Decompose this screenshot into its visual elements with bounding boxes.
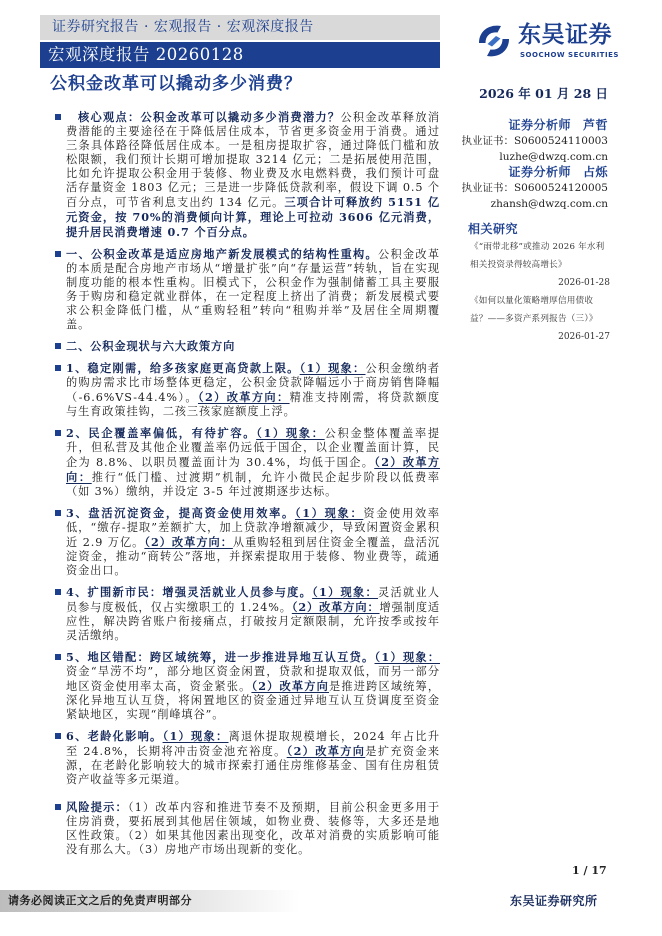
body-text: （1）改革内容和推进节奏不及预期，目前公积金更多用于住房消费，要拓展到其他居住领域，如物业费、装修等，大多还是地区性政策。（2）如果其他因素出现变化，改革对消费的实质影响可能没有那么大。（3）房地产市场出现新的变化。 [66, 801, 440, 856]
research-institute: 东吴证券研究所 [510, 894, 598, 908]
report-date: 2026 年 01 月 28 日 [479, 86, 608, 101]
related-research-heading: 相关研究 [468, 222, 519, 236]
square-bullet-icon [55, 510, 61, 516]
body-text: 公积金整体覆盖率提升，但私营及其他企业覆盖率仍远低于国企，以企业覆盖面计算，民企为 8.8%、以职员覆盖面计为 30.4%，均低于国企。 [66, 427, 440, 469]
related-research-list [470, 238, 610, 346]
policy-5-regional-mismatch-paragraph [52, 650, 440, 722]
disclaimer-text: 请务必阅读正文之后的免责声明部分 [8, 894, 192, 907]
bold-key-text: 5、地区错配：跨区域统筹，进一步推进异地互认互贷。 [66, 650, 375, 664]
subsection-label: （1）现象： [312, 585, 378, 599]
square-bullet-icon [55, 430, 61, 436]
body-text: 增强制度适应性，解决跨省账户衔接痛点，打破按月定额限制，允许按季或按年灵活缴纳。 [66, 601, 440, 642]
body-text: 资金“旱涝不均”，部分地区资金闲置，贷款和提取双低，而另一部分地区资金使用率太高，资金紧张。 [66, 665, 440, 693]
subsection-label: （2）改革方向 [251, 679, 329, 693]
analyst-name: 占烁 [582, 165, 608, 179]
square-bullet-icon [55, 804, 61, 810]
policy-4-new-citizens-paragraph [52, 585, 440, 643]
logo-english-name: SOOCHOW SECURITIES [520, 51, 619, 59]
analyst-role: 证券分析师 [508, 118, 571, 132]
bold-key-text: 4、扩围新市民：增强灵活就业人员参与度。 [66, 585, 313, 599]
policy-1-stable-demand-paragraph [52, 361, 440, 419]
report-category: 证券研究报告 · 宏观报告 · 宏观深度报告 [52, 19, 314, 35]
subsection-label: （1）现象： [299, 361, 366, 375]
square-bullet-icon [55, 733, 61, 739]
report-title: 公积金改革可以撬动多少消费？ [50, 74, 302, 94]
bold-key-text: 1、稳定刚需，给多孩家庭更高贷款上限。 [66, 361, 300, 375]
logo-chinese-name: 东吴证券 [518, 22, 612, 48]
bold-key-text: 一、公积金改革是适应房地产新发展模式的结构性重构。 [66, 247, 378, 261]
page-number: 1 / 17 [572, 864, 607, 877]
body-text: 公积金缴纳者的购房需求比市场整体更稳定，公积金贷款降幅远小于商房销售降幅（-6.6%VS-44.4%）。 [66, 362, 440, 404]
section-1-structural-reform-paragraph [52, 247, 440, 332]
policy-2-private-coverage-paragraph [52, 426, 440, 499]
risk-warning-paragraph [52, 800, 440, 857]
body-text: 精准支持刚需，将贷款额度与生育政策挂钩，二孩三孩家庭额度上浮。 [66, 391, 440, 418]
analyst-email: luzhe@dwzq.com.cn [499, 151, 608, 163]
subsection-label: （2）改革方向 [286, 744, 366, 758]
bold-key-text: 6、老龄化影响。 [66, 729, 163, 743]
subsection-label: （2）改革方向： [291, 600, 380, 614]
body-text: 推行“低门槛、过渡期”机制，允许小微民企起步阶段以低费率（如 3%）缴纳，并设定 3-5 年过渡期逐步达标。 [66, 471, 440, 498]
bold-key-text: 核心观点：公积金改革可以撬动多少消费潜力？ [78, 110, 341, 124]
analyst-name: 芦哲 [582, 118, 608, 132]
body-text: 资金使用效率低，“缴存-提取”差额扩大，加上贷款净增额减少，导致闲置资金累积近 2.9 万亿。 [66, 507, 440, 549]
policy-3-idle-funds-paragraph [52, 506, 440, 578]
square-bullet-icon [55, 589, 61, 595]
body-text: 公积金改革释放消费潜能的主要途径在于降低居住成本，节省更多资金用于消费。通过三条具体路径降低居住成本。一是租房提取扩容，通过降低门槛和放松限额，我们预计长期可增加提取 3214 亿元；二是拓展使用范围，比如允许提取公积金用于装修、物业费及水电燃料费，我们预计可盘活存量资金 1803 亿元；三是进一步降低贷款利率，假设下调 0.5 个百分点，可节省利息支出约 134 亿元。 [66, 111, 441, 209]
body-text: 公积金改革的本质是配合房地产市场从“增量扩张”向“存量运营”转轨，旨在实现制度功能的根本性重构。旧模式下，公积金作为强制储蓄工具主要服务于购房和稳定就业群体，在一定程度上挤出了消费；新发展模式要求公积金降低门槛，从“重购轻租”转向“租购并举”及居住全周期覆盖。 [66, 248, 440, 331]
analyst-email: zhansh@dwzq.com.cn [490, 198, 608, 210]
analyst-card [452, 117, 608, 165]
subsection-label: （2）改革方向： [66, 455, 440, 484]
soochow-logo [474, 20, 620, 62]
bold-key-text: 三项合计可释放约 5151 亿元资金，按 70%的消费倾向计算，理论上可拉动 3606 亿元消费，提升居民消费增速 0.7 个百分点。 [66, 195, 440, 239]
report-body [52, 110, 440, 864]
disclaimer-bar [0, 890, 300, 912]
subsection-label: （1）现象： [162, 729, 229, 743]
core-viewpoint-paragraph [52, 110, 440, 240]
related-research-title: 《如何以量化策略增厚信用债收益？——多资产系列报告（三）》 [470, 296, 598, 324]
body-text: 是扩充资金来源，在老龄化影响较大的城市探索打通住房维修基金、国有住房租赁资产收益等多元渠道。 [66, 745, 440, 786]
analyst-certificate: 执业证书：S0600524110003 [461, 135, 608, 147]
bold-key-text: 2、民企覆盖率偏低，有待扩容。 [66, 426, 257, 440]
body-text: 离退休提取规模增长，2024 年占比升至 24.8%，长期将冲击资金池充裕度。 [66, 730, 440, 758]
subsection-label: （1）现象： [294, 506, 364, 520]
related-research-date: 2026-01-27 [558, 332, 610, 342]
analyst-role: 证券分析师 [508, 165, 571, 179]
subsection-label: （2）改革方向： [197, 390, 290, 404]
bold-key-text: 二、公积金现状与六大政策方向 [66, 339, 236, 353]
analyst-certificate: 执业证书：S0600524120005 [461, 182, 608, 194]
report-type-label: 宏观深度报告 20260128 [48, 45, 244, 64]
body-text: 灵活就业人员参与度极低，仅占实缴职工的 1.24%。 [66, 586, 440, 614]
report-type-band [40, 42, 440, 68]
square-bullet-icon [55, 251, 61, 257]
section-2-heading-paragraph [52, 339, 440, 354]
subsection-label: （1）现象： [256, 426, 325, 440]
square-bullet-icon [55, 343, 61, 349]
analyst-role-line [452, 164, 608, 180]
body-text: 是推进跨区域统筹，深化异地互认互贷，将闲置地区的资金通过异地互认互贷调度至资金紧缺地区，实现“削峰填谷”。 [66, 680, 440, 721]
bold-key-text: 风险提示： [66, 800, 128, 814]
square-bullet-icon [55, 365, 61, 371]
bold-key-text: 3、盘活沉淀资金，提高资金使用效率。 [66, 506, 295, 520]
soochow-swirl-icon [474, 21, 514, 61]
analyst-card [452, 164, 608, 212]
subsection-label: （1）现象： [374, 650, 440, 664]
square-bullet-icon [55, 654, 61, 660]
analyst-role-line [452, 117, 608, 133]
body-text: 从重购轻租到居住资金全覆盖，盘活沉淀资金，推动“商转公”落地，并探索提取用于装修、物业费等，疏通资金出口。 [66, 536, 440, 577]
related-research-title: 《“雨带北移”或推动 2026 年水利相关投资录得较高增长》 [470, 242, 605, 270]
policy-6-aging-paragraph [52, 729, 440, 787]
report-category-band [40, 15, 440, 40]
subsection-label: （2）改革方向： [144, 535, 233, 549]
square-bullet-icon [55, 114, 61, 120]
related-research-date: 2026-01-28 [558, 278, 610, 288]
